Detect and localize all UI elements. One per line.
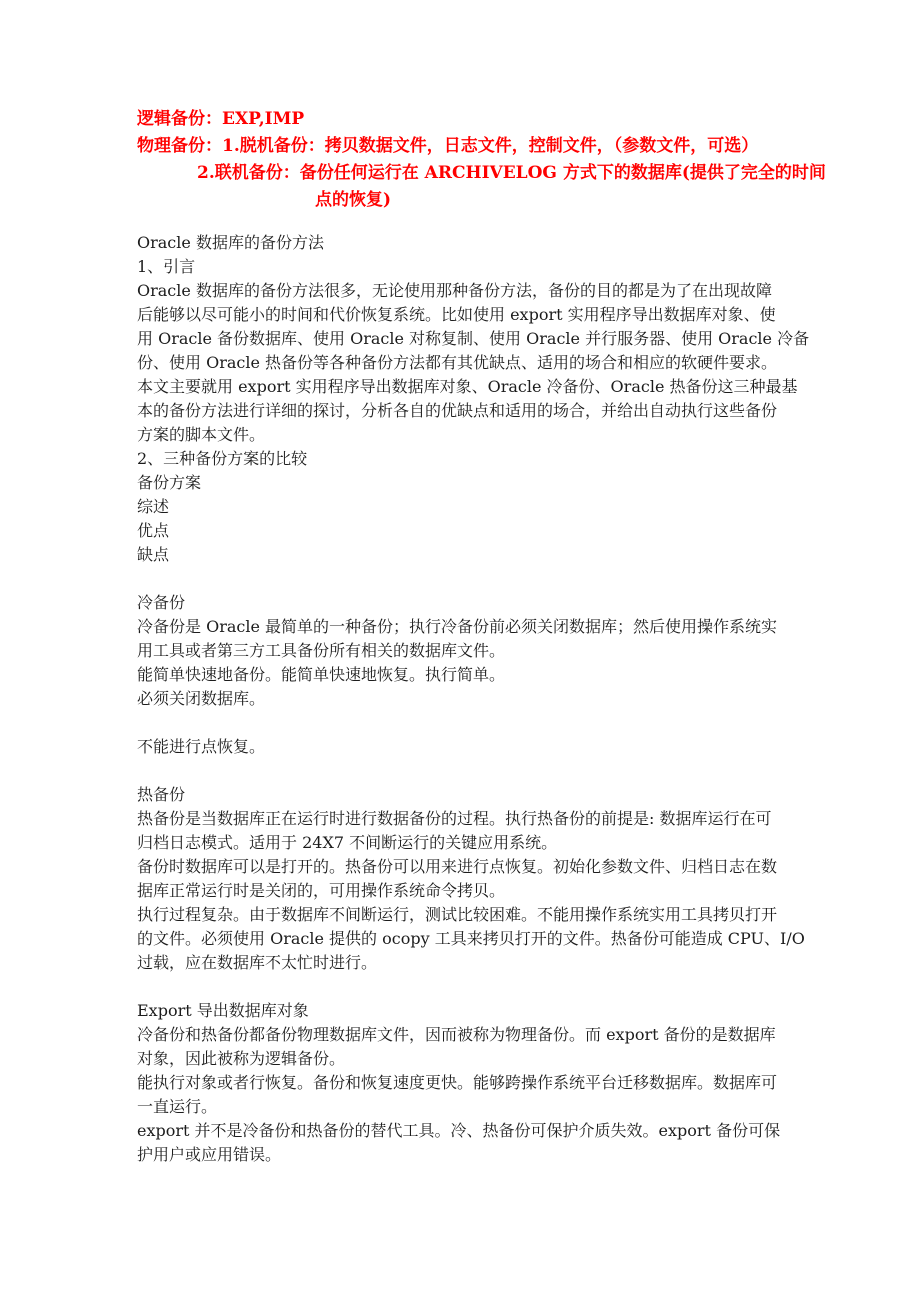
text-line: 2、三种备份方案的比较 [137,449,308,468]
text-line: 执行过程复杂。由于数据库不间断运行，测试比较困难。不能用操作系统实用工具拷贝打开 [137,905,778,924]
blank-line [137,975,802,999]
header-line: 物理备份：1.脱机备份：拷贝数据文件，日志文件，控制文件，（参数文件，可选） [137,136,759,156]
text-line: 综述 [137,497,170,516]
article-body [137,231,810,1167]
text-line: 冷备份是 Oracle 最简单的一种备份；执行冷备份前必须关闭数据库；然后使用操作系统实 [137,617,778,636]
text-line: 份、使用 Oracle 热备份等各种备份方法都有其优缺点、适用的场合和相应的软硬件要求。 [137,353,778,372]
blank-line [137,711,802,735]
text-line: 用工具或者第三方工具备份所有相关的数据库文件。 [137,641,506,660]
text-line: 用 Oracle 备份数据库、使用 Oracle 对称复制、使用 Oracle 并行服务器、使用 Oracle 冷备 [137,329,810,348]
text-line: 优点 [137,521,170,540]
blank-line [137,759,802,783]
text-line: 不能进行点恢复。 [137,737,266,756]
header-line: 逻辑备份：EXP,IMP [137,109,305,129]
backup-notes-header [137,106,826,214]
text-line: 过载，应在数据库不太忙时进行。 [137,953,378,972]
text-line: 能简单快速地备份。能简单快速地恢复。执行简单。 [137,665,506,684]
text-line: 备份时数据库可以是打开的。热备份可以用来进行点恢复。初始化参数文件、归档日志在数 [137,857,778,876]
text-line: 热备份是当数据库正在运行时进行数据备份的过程。执行热备份的前提是: 数据库运行在可 [137,809,772,828]
text-line: 的文件。必须使用 Oracle 提供的 ocopy 工具来拷贝打开的文件。热备份可能造成 CPU、I/O [137,929,805,948]
text-line: 本的备份方法进行详细的探讨，分析各自的优缺点和适用的场合，并给出自动执行这些备份 [137,401,778,420]
text-line: 据库正常运行时是关闭的，可用操作系统命令拷贝。 [137,881,506,900]
text-line: 冷备份和热备份都备份物理数据库文件，因而被称为物理备份。而 export 备份的是数据库 [137,1025,776,1044]
text-line: 本文主要就用 export 实用程序导出数据库对象、Oracle 冷备份、Oracle 热备份这三种最基 [137,377,798,396]
text-line: 1、引言 [137,257,196,276]
text-line: 缺点 [137,545,170,564]
text-line: 冷备份 [137,593,186,612]
blank-line [137,567,802,591]
text-line: 对象，因此被称为逻辑备份。 [137,1049,346,1068]
text-line: 能执行对象或者行恢复。备份和恢复速度更快。能够跨操作系统平台迁移数据库。数据库可 [137,1073,778,1092]
text-line: Oracle 数据库的备份方法 [137,233,324,252]
text-line: export 并不是冷备份和热备份的替代工具。冷、热备份可保护介质失效。export 备份可保 [137,1121,781,1140]
text-line: 方案的脚本文件。 [137,425,266,444]
text-line: 归档日志模式。适用于 24X7 不间断运行的关键应用系统。 [137,833,558,852]
header-line: 点的恢复) [315,190,392,210]
text-line: 一直运行。 [137,1097,218,1116]
text-line: Export 导出数据库对象 [137,1001,309,1020]
text-line: 热备份 [137,785,186,804]
text-line: 后能够以尽可能小的时间和代价恢复系统。比如使用 export 实用程序导出数据库对象、使 [137,305,776,324]
header-line: 2.联机备份：备份任何运行在 ARCHIVELOG 方式下的数据库(提供了完全的时间 [197,163,826,183]
text-line: 护用户或应用错误。 [137,1145,282,1164]
text-line: 必须关闭数据库。 [137,689,266,708]
text-line: Oracle 数据库的备份方法很多，无论使用那种备份方法，备份的目的都是为了在出现故障 [137,281,772,300]
header-body-spacer [137,214,802,231]
text-line: 备份方案 [137,473,202,492]
document-content [137,106,826,1167]
